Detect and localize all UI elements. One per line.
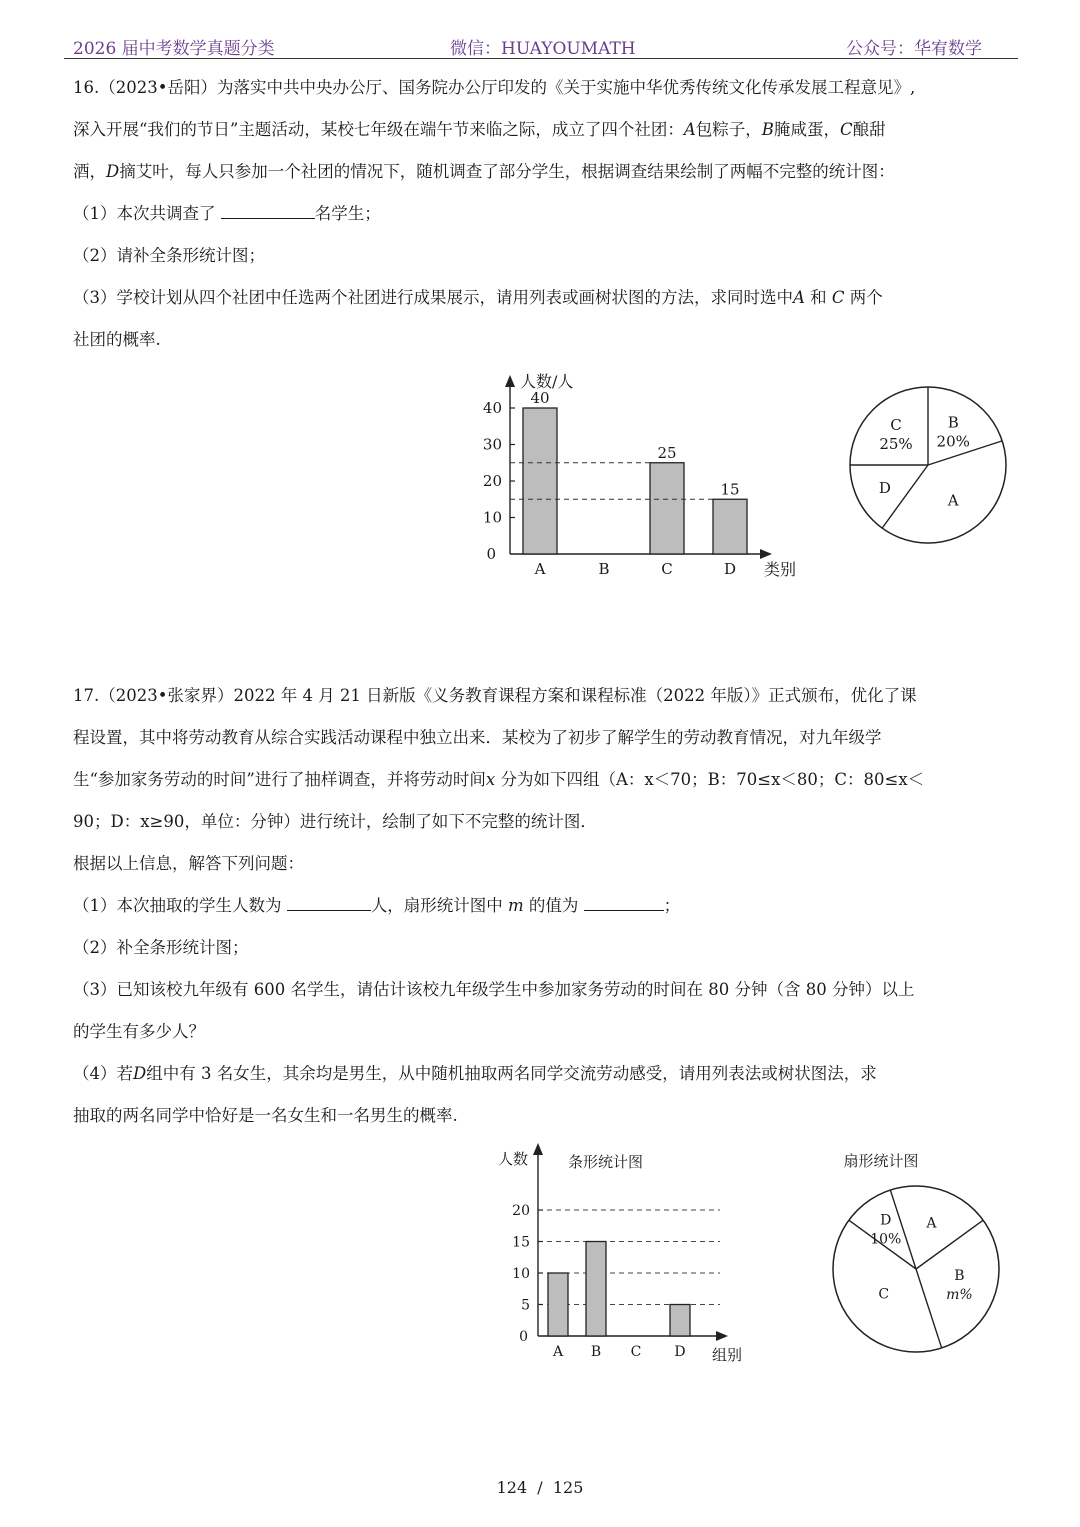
x-tick-label: D [723,560,737,578]
pie-slice-boundary [890,1190,916,1269]
bar-A [523,408,557,554]
answer-blank [584,894,664,911]
y-tick-label: 5 [521,1297,530,1314]
y-tick-label: 10 [512,1266,530,1282]
y-tick-label: 40 [482,399,502,417]
bar-value-label: 15 [720,480,740,499]
x-tick-label: C [630,1344,642,1360]
pie-slice-label-B: B [954,1268,965,1285]
q16-bar-chart [470,365,810,590]
pie-slice-percent: 25% [879,435,913,454]
q16-line3: 酒，D摘艾叶，每人只参加一个社团的情况下，随机调查了部分学生，根据调查结果绘制了两幅不完整的统计图： [73,162,895,181]
x-tick-label: C [661,560,673,578]
pie-slice-boundary [916,1269,942,1348]
bar-A [548,1273,568,1336]
x-axis-label: 类别 [764,560,797,579]
answer-blank [221,202,315,219]
pie-slice-percent: m% [946,1287,973,1304]
x-tick-label: B [590,1344,602,1360]
header-wechat: 微信：HUAYOUMATH [450,39,636,59]
q17-part3: （3）已知该校九年级有 600 名学生，请估计该校九年级学生中参加家务劳动的时间在 80 分钟（含 80 分钟）以上 [73,980,915,999]
bar-D [670,1305,690,1337]
y-tick-label: 0 [519,1329,528,1345]
pie-slice-label-A: A [926,1215,937,1232]
q17-line3: 生“参加家务劳动的时间”进行了抽样调查，并将劳动时间x 分为如下四组（A：x＜70；B：70≤x＜80；C：80≤x＜ [73,770,925,789]
bar-value-label: 25 [657,443,677,462]
x-axis-arrow [716,1331,728,1341]
y-tick-label: 15 [512,1234,530,1251]
chart-title: 条形统计图 [568,1153,644,1171]
pie-slice-label-A: A [947,491,959,510]
y-tick-label: 20 [482,472,502,490]
y-axis-label: 人数 [498,1150,529,1168]
q16-line1: 16.（2023•岳阳）为落实中共中央办公厅、国务院办公厅印发的《关于实施中华优秀传统文化传承发展工程意见》, [73,78,916,97]
q17-part4-cont: 抽取的两名同学中恰好是一名女生和一名男生的概率. [73,1106,458,1125]
x-axis-arrow [760,549,772,559]
header-divider [64,58,1018,59]
answer-blank [287,894,371,911]
pie-slice-percent: 10% [870,1231,902,1248]
y-axis-arrow [505,375,515,387]
q17-part2: （2）补全条形统计图； [73,938,249,957]
q17-part1: （1）本次抽取的学生人数为 人，扇形统计图中 m 的值为 ； [73,896,681,915]
page-number: 124 / 125 [496,1478,584,1497]
header-account: 公众号：华宥数学 [846,39,982,59]
bar-D [713,499,747,554]
pie-slice-label-B: B [947,413,959,432]
bar-B [586,1242,606,1337]
q16-part2: （2）请补全条形统计图； [73,246,265,265]
x-axis-label: 组别 [712,1346,743,1364]
q17-line1: 17.（2023•张家界）2022 年 4 月 21 日新版《义务教育课程方案和课程标准（2022 年版）》正式颁布，优化了课 [73,686,917,705]
y-tick-label: 20 [512,1203,530,1219]
pie-slice-label-D: D [880,1212,892,1229]
q17-line4: 90；D：x≥90，单位：分钟）进行统计，绘制了如下不完整的统计图． [73,812,597,831]
pie-slice-label-C: C [890,416,902,435]
x-tick-label: D [674,1344,686,1360]
chart-title: 扇形统计图 [843,1152,919,1170]
q16-pie-chart [840,375,1020,560]
y-axis-label: 人数/人 [520,372,574,391]
bar-value-label: 40 [530,389,550,407]
header-doc-title: 2026 届中考数学真题分类 [73,39,275,59]
x-tick-label: A [534,560,546,578]
q17-part4: （4）若D组中有 3 名女生，其余均是男生，从中随机抽取两名同学交流劳动感受，请用列表法或树状图法，求 [73,1064,877,1083]
pie-slice-label-C: C [878,1286,890,1303]
pie-slice-label-D: D [878,478,891,497]
q17-bar-chart [490,1140,770,1375]
pie-slice-percent: 20% [936,432,970,451]
q16-part3-cont: 社团的概率. [73,330,161,349]
q16-part3: （3）学校计划从四个社团中任选两个社团进行成果展示，请用列表或画树状图的方法，求同时选中A 和 C 两个 [73,288,883,307]
q17-part3-cont: 的学生有多少人？ [73,1022,205,1041]
x-tick-label: A [552,1344,564,1360]
q17-pie-chart [826,1145,1016,1370]
q17-line2: 程设置，其中将劳动教育从综合实践活动课程中独立出来．某校为了初步了解学生的劳动教育情况，对九年级学 [73,728,882,747]
y-tick-label: 0 [486,545,496,563]
q16-part1: （1）本次共调查了 名学生； [73,204,381,223]
y-axis-arrow [533,1143,543,1155]
q16-line2: 深入开展“我们的节日”主题活动，某校七年级在端午节来临之际，成立了四个社团：A包粽子，B腌咸蛋，C酿甜 [73,120,886,139]
x-tick-label: B [598,560,610,578]
bar-C [650,463,684,554]
q17-intro: 根据以上信息，解答下列问题： [73,854,304,873]
y-tick-label: 30 [482,435,502,454]
y-tick-label: 10 [482,508,502,527]
